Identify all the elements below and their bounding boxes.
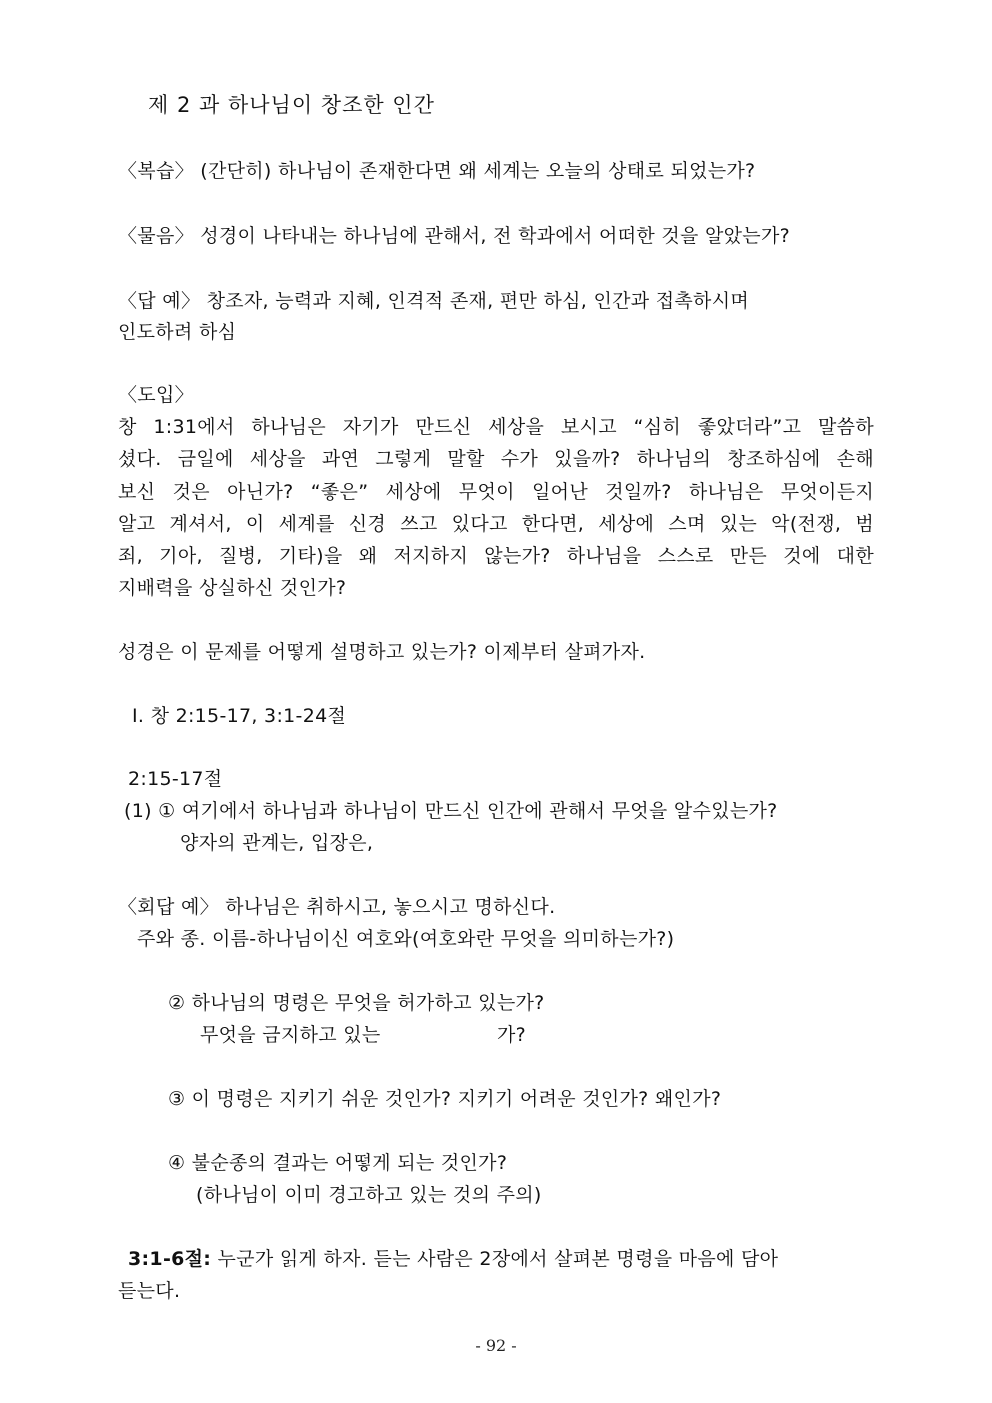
question-4-line-2: (하나님이 이미 경고하고 있는 것의 주의) — [196, 1184, 542, 1206]
question-4-line-1: ④ 불순종의 결과는 어떻게 되는 것인가? — [168, 1152, 508, 1174]
question-1-line-1: (1) ① 여기에서 하나님과 하나님이 만드신 인간에 관해서 무엇을 알수있는가? — [124, 800, 778, 822]
page-number: - 92 - — [475, 1336, 517, 1355]
intro-line: 셨다. 금일에 세상을 과연 그렇게 말할 수가 있을까? 하나님의 창조하심에 손해 — [118, 448, 874, 470]
prompt-question: 〈물음〉 성경이 나타내는 하나님에 관해서, 전 학과에서 어떠한 것을 알았는가? — [118, 225, 791, 247]
section-heading: Ⅰ. 창 2:15-17, 3:1-24절 — [132, 705, 347, 727]
intro-line: 알고 계셔서, 이 세계를 신경 쓰고 있다고 한다면, 세상에 스며 있는 악(전쟁, 범 — [118, 513, 874, 535]
review-question: 〈복습〉 (간단히) 하나님이 존재한다면 왜 세계는 오늘의 상태로 되었는가? — [118, 160, 756, 182]
verse-3-line-2: 듣는다. — [118, 1280, 181, 1302]
intro-line: 지배력을 상실하신 것인가? — [118, 577, 347, 599]
intro-heading: 〈도입〉 — [118, 384, 194, 406]
lesson-title: 제 2 과 하나님이 창조한 인간 — [148, 93, 435, 117]
verse-3-line-1 — [128, 1248, 874, 1270]
intro-line: 죄, 기아, 질병, 기타)을 왜 저지하지 않는가? 하나님을 스스로 만든 것에 대한 — [118, 545, 874, 567]
subsection-heading: 2:15-17절 — [128, 768, 223, 790]
question-1-line-2: 양자의 관계는, 입장은, — [180, 832, 374, 854]
intro-line: 보신 것은 아닌가? “좋은” 세상에 무엇이 일어난 것일까? 하나님은 무엇이든지 — [118, 481, 874, 503]
question-2-line-1: ② 하나님의 명령은 무엇을 허가하고 있는가? — [168, 992, 545, 1014]
question-3: ③ 이 명령은 지키기 쉬운 것인가? 지키기 어려운 것인가? 왜인가? — [168, 1088, 722, 1110]
verse-3-text: 누군가 읽게 하자. 듣는 사람은 2장에서 살펴본 명령을 마음에 담아 — [211, 1248, 779, 1270]
answer-example-line-2: 인도하려 하심 — [118, 321, 237, 343]
question-2-line-2: 무엇을 금지하고 있는 — [200, 1024, 381, 1046]
intro-line: 창 1:31에서 하나님은 자기가 만드신 세상을 보시고 “심히 좋았더라”고 말씀하 — [118, 416, 874, 438]
answer-2-line-2: 주와 종. 이름-하나님이신 여호와(여호와란 무엇을 의미하는가?) — [137, 928, 675, 950]
answer-2-line-1: 〈회답 예〉 하나님은 취하시고, 놓으시고 명하신다. — [118, 896, 556, 918]
verse-3-label: 3:1-6절: — [128, 1248, 212, 1270]
bridge-sentence: 성경은 이 문제를 어떻게 설명하고 있는가? 이제부터 살펴가자. — [118, 641, 646, 663]
question-2-line-2-end: 가? — [497, 1024, 527, 1046]
answer-example-line-1: 〈답 예〉 창조자, 능력과 지혜, 인격적 존재, 편만 하심, 인간과 접촉하시며 — [118, 290, 750, 312]
